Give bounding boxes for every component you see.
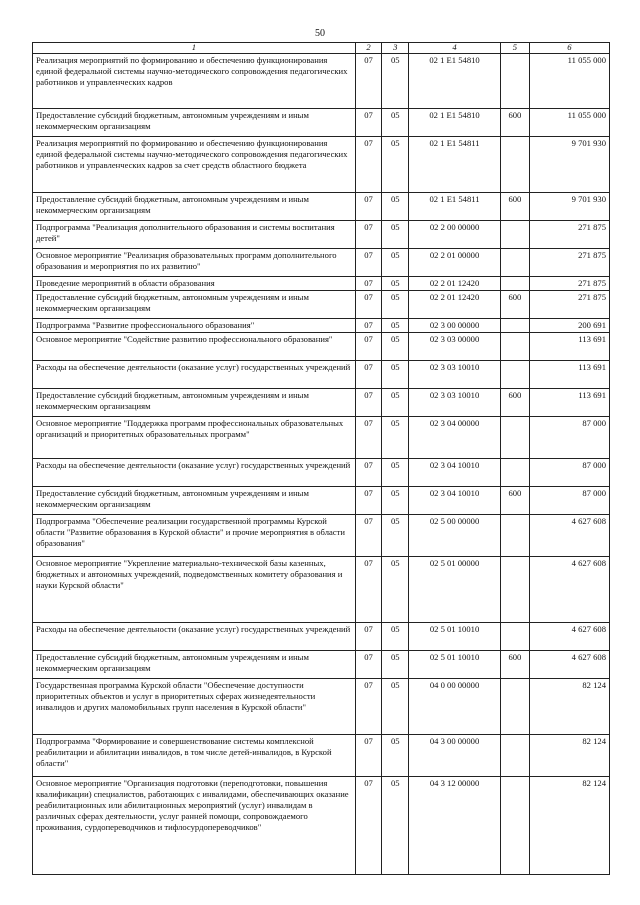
amount-cell: 113 691: [529, 361, 609, 389]
ministry-code-cell: 07: [355, 319, 382, 333]
expense-type-cell: [500, 319, 529, 333]
ministry-code-cell: 07: [355, 651, 382, 679]
target-article-cell: 02 3 03 10010: [409, 389, 501, 417]
expense-type-cell: [500, 277, 529, 291]
column-number: 5: [500, 43, 529, 54]
amount-cell: 82 124: [529, 777, 609, 875]
row-name-cell: Расходы на обеспечение деятельности (оказание услуг) государственных учреждений: [33, 459, 356, 487]
expense-type-cell: [500, 735, 529, 777]
section-code-cell: 05: [382, 277, 409, 291]
target-article-cell: 02 3 04 00000: [409, 417, 501, 459]
section-code-cell: 05: [382, 389, 409, 417]
section-code-cell: 05: [382, 249, 409, 277]
amount-cell: 82 124: [529, 679, 609, 735]
target-article-cell: 02 1 E1 54810: [409, 109, 501, 137]
ministry-code-cell: 07: [355, 137, 382, 193]
row-name-cell: Предоставление субсидий бюджетным, автономным учреждениям и иным некоммерческим организациям: [33, 389, 356, 417]
row-name-cell: Основное мероприятие "Содействие развитию профессионального образования": [33, 333, 356, 361]
target-article-cell: 02 2 01 12420: [409, 291, 501, 319]
target-article-cell: 02 2 01 12420: [409, 277, 501, 291]
section-code-cell: 05: [382, 333, 409, 361]
row-name-cell: Основное мероприятие "Реализация образовательных программ дополнительного образования и мероприятия по их развитию": [33, 249, 356, 277]
expense-type-cell: [500, 221, 529, 249]
expense-type-cell: [500, 679, 529, 735]
ministry-code-cell: 07: [355, 109, 382, 137]
row-name-cell: Основное мероприятие "Поддержка программ профессиональных образовательных организаций и приоритетных образовательных программ": [33, 417, 356, 459]
section-code-cell: 05: [382, 515, 409, 557]
table-row: [33, 459, 610, 487]
expense-type-cell: [500, 54, 529, 109]
expense-type-cell: [500, 623, 529, 651]
section-code-cell: 05: [382, 623, 409, 651]
section-code-cell: 05: [382, 651, 409, 679]
ministry-code-cell: 07: [355, 777, 382, 875]
ministry-code-cell: 07: [355, 277, 382, 291]
table-row: [33, 651, 610, 679]
ministry-code-cell: 07: [355, 361, 382, 389]
row-name-cell: Подпрограмма "Формирование и совершенствование системы комплексной реабилитации и абилитации инвалидов, в том числе детей-инвалидов, в Курской области": [33, 735, 356, 777]
target-article-cell: 02 5 01 10010: [409, 623, 501, 651]
row-name-cell: Предоставление субсидий бюджетным, автономным учреждениям и иным некоммерческим организациям: [33, 193, 356, 221]
amount-cell: 9 701 930: [529, 137, 609, 193]
expense-type-cell: 600: [500, 291, 529, 319]
ministry-code-cell: 07: [355, 249, 382, 277]
section-code-cell: 05: [382, 54, 409, 109]
row-name-cell: Проведение мероприятий в области образования: [33, 277, 356, 291]
row-name-cell: Реализация мероприятий по формированию и обеспечению функционирования единой федеральной системы научно-методического сопровождения педагогических работников и управленческих кадров: [33, 54, 356, 109]
table-row: [33, 557, 610, 623]
table-row: [33, 291, 610, 319]
row-name-cell: Подпрограмма "Развитие профессионального образования": [33, 319, 356, 333]
amount-cell: 87 000: [529, 487, 609, 515]
row-name-cell: Реализация мероприятий по формированию и обеспечению функционирования единой федеральной системы научно-методического сопровождения педагогических работников и управленческих кадров за счет средств областного бюджета: [33, 137, 356, 193]
table-row: [33, 319, 610, 333]
row-name-cell: Предоставление субсидий бюджетным, автономным учреждениям и иным некоммерческим организациям: [33, 109, 356, 137]
target-article-cell: 02 5 01 10010: [409, 651, 501, 679]
column-number: 1: [33, 43, 356, 54]
ministry-code-cell: 07: [355, 193, 382, 221]
row-name-cell: Предоставление субсидий бюджетным, автономным учреждениям и иным некоммерческим организациям: [33, 651, 356, 679]
expense-type-cell: [500, 515, 529, 557]
ministry-code-cell: 07: [355, 417, 382, 459]
amount-cell: 11 055 000: [529, 109, 609, 137]
section-code-cell: 05: [382, 777, 409, 875]
target-article-cell: 02 3 04 10010: [409, 459, 501, 487]
ministry-code-cell: 07: [355, 623, 382, 651]
amount-cell: 4 627 608: [529, 515, 609, 557]
amount-cell: 87 000: [529, 459, 609, 487]
ministry-code-cell: 07: [355, 515, 382, 557]
expense-type-cell: [500, 137, 529, 193]
table-row: [33, 679, 610, 735]
table-row: [33, 389, 610, 417]
column-number: 3: [382, 43, 409, 54]
amount-cell: 113 691: [529, 333, 609, 361]
expense-type-cell: 600: [500, 487, 529, 515]
expense-type-cell: 600: [500, 193, 529, 221]
ministry-code-cell: 07: [355, 487, 382, 515]
table-row: [33, 193, 610, 221]
ministry-code-cell: 07: [355, 679, 382, 735]
row-name-cell: Расходы на обеспечение деятельности (оказание услуг) государственных учреждений: [33, 361, 356, 389]
budget-table: [32, 42, 610, 875]
ministry-code-cell: 07: [355, 333, 382, 361]
section-code-cell: 05: [382, 193, 409, 221]
target-article-cell: 02 5 00 00000: [409, 515, 501, 557]
amount-cell: 11 055 000: [529, 54, 609, 109]
section-code-cell: 05: [382, 735, 409, 777]
amount-cell: 9 701 930: [529, 193, 609, 221]
expense-type-cell: [500, 417, 529, 459]
ministry-code-cell: 07: [355, 735, 382, 777]
section-code-cell: 05: [382, 459, 409, 487]
expense-type-cell: [500, 777, 529, 875]
column-number: 2: [355, 43, 382, 54]
table-row: [33, 109, 610, 137]
table-row: [33, 249, 610, 277]
expense-type-cell: [500, 333, 529, 361]
row-name-cell: Предоставление субсидий бюджетным, автономным учреждениям и иным некоммерческим организациям: [33, 291, 356, 319]
amount-cell: 271 875: [529, 249, 609, 277]
ministry-code-cell: 07: [355, 459, 382, 487]
expense-type-cell: [500, 557, 529, 623]
target-article-cell: 02 2 00 00000: [409, 221, 501, 249]
target-article-cell: 04 3 00 00000: [409, 735, 501, 777]
amount-cell: 82 124: [529, 735, 609, 777]
expense-type-cell: [500, 249, 529, 277]
section-code-cell: 05: [382, 679, 409, 735]
ministry-code-cell: 07: [355, 389, 382, 417]
target-article-cell: 04 3 12 00000: [409, 777, 501, 875]
target-article-cell: 02 1 E1 54811: [409, 193, 501, 221]
table-row: [33, 221, 610, 249]
section-code-cell: 05: [382, 109, 409, 137]
expense-type-cell: [500, 361, 529, 389]
row-name-cell: Расходы на обеспечение деятельности (оказание услуг) государственных учреждений: [33, 623, 356, 651]
section-code-cell: 05: [382, 291, 409, 319]
row-name-cell: Основное мероприятие "Организация подготовки (переподготовки, повышения квалификации) специалистов, работающих с инвалидами, обеспечивающих оказание реабилитационных или абилитационных мероприятий (услуг) инвалидам в различных сферах деятельности, услуг ранней помощи, сопровождаемого проживания, сурдопереводчиков и тифлосурдопереводчиков": [33, 777, 356, 875]
page-number: 50: [315, 28, 325, 39]
target-article-cell: 02 1 E1 54811: [409, 137, 501, 193]
target-article-cell: 02 3 03 00000: [409, 333, 501, 361]
amount-cell: 87 000: [529, 417, 609, 459]
target-article-cell: 02 5 01 00000: [409, 557, 501, 623]
amount-cell: 271 875: [529, 277, 609, 291]
table-row: [33, 735, 610, 777]
section-code-cell: 05: [382, 361, 409, 389]
table-row: [33, 137, 610, 193]
ministry-code-cell: 07: [355, 557, 382, 623]
section-code-cell: 05: [382, 417, 409, 459]
expense-type-cell: [500, 459, 529, 487]
row-name-cell: Предоставление субсидий бюджетным, автономным учреждениям и иным некоммерческим организациям: [33, 487, 356, 515]
table-row: [33, 515, 610, 557]
ministry-code-cell: 07: [355, 291, 382, 319]
table-row: [33, 417, 610, 459]
table-row: [33, 487, 610, 515]
expense-type-cell: 600: [500, 651, 529, 679]
table-row: [33, 333, 610, 361]
target-article-cell: 02 3 04 10010: [409, 487, 501, 515]
row-name-cell: Подпрограмма "Обеспечение реализации государственной программы Курской области "Развитие образования в Курской области" и прочие мероприятия в области образования": [33, 515, 356, 557]
row-name-cell: Основное мероприятие "Укрепление материально-технической базы казенных, бюджетных и автономных учреждений, подведомственных комитету образования и науки Курской области": [33, 557, 356, 623]
amount-cell: 4 627 608: [529, 651, 609, 679]
column-number-row: [33, 43, 610, 54]
expense-type-cell: 600: [500, 109, 529, 137]
section-code-cell: 05: [382, 487, 409, 515]
section-code-cell: 05: [382, 221, 409, 249]
table-row: [33, 361, 610, 389]
amount-cell: 271 875: [529, 221, 609, 249]
section-code-cell: 05: [382, 319, 409, 333]
row-name-cell: Государственная программа Курской области "Обеспечение доступности приоритетных объектов и услуг в приоритетных сферах жизнедеятельности инвалидов и других маломобильных групп населения в Курской области": [33, 679, 356, 735]
amount-cell: 200 691: [529, 319, 609, 333]
target-article-cell: 02 3 00 00000: [409, 319, 501, 333]
amount-cell: 113 691: [529, 389, 609, 417]
section-code-cell: 05: [382, 137, 409, 193]
amount-cell: 4 627 608: [529, 623, 609, 651]
row-name-cell: Подпрограмма "Реализация дополнительного образования и системы воспитания детей": [33, 221, 356, 249]
column-number: 4: [409, 43, 501, 54]
table-row: [33, 777, 610, 875]
amount-cell: 271 875: [529, 291, 609, 319]
target-article-cell: 04 0 00 00000: [409, 679, 501, 735]
ministry-code-cell: 07: [355, 54, 382, 109]
target-article-cell: 02 1 E1 54810: [409, 54, 501, 109]
table-row: [33, 277, 610, 291]
table-row: [33, 623, 610, 651]
ministry-code-cell: 07: [355, 221, 382, 249]
expense-type-cell: 600: [500, 389, 529, 417]
table-row: [33, 54, 610, 109]
target-article-cell: 02 2 01 00000: [409, 249, 501, 277]
section-code-cell: 05: [382, 557, 409, 623]
amount-cell: 4 627 608: [529, 557, 609, 623]
column-number: 6: [529, 43, 609, 54]
target-article-cell: 02 3 03 10010: [409, 361, 501, 389]
